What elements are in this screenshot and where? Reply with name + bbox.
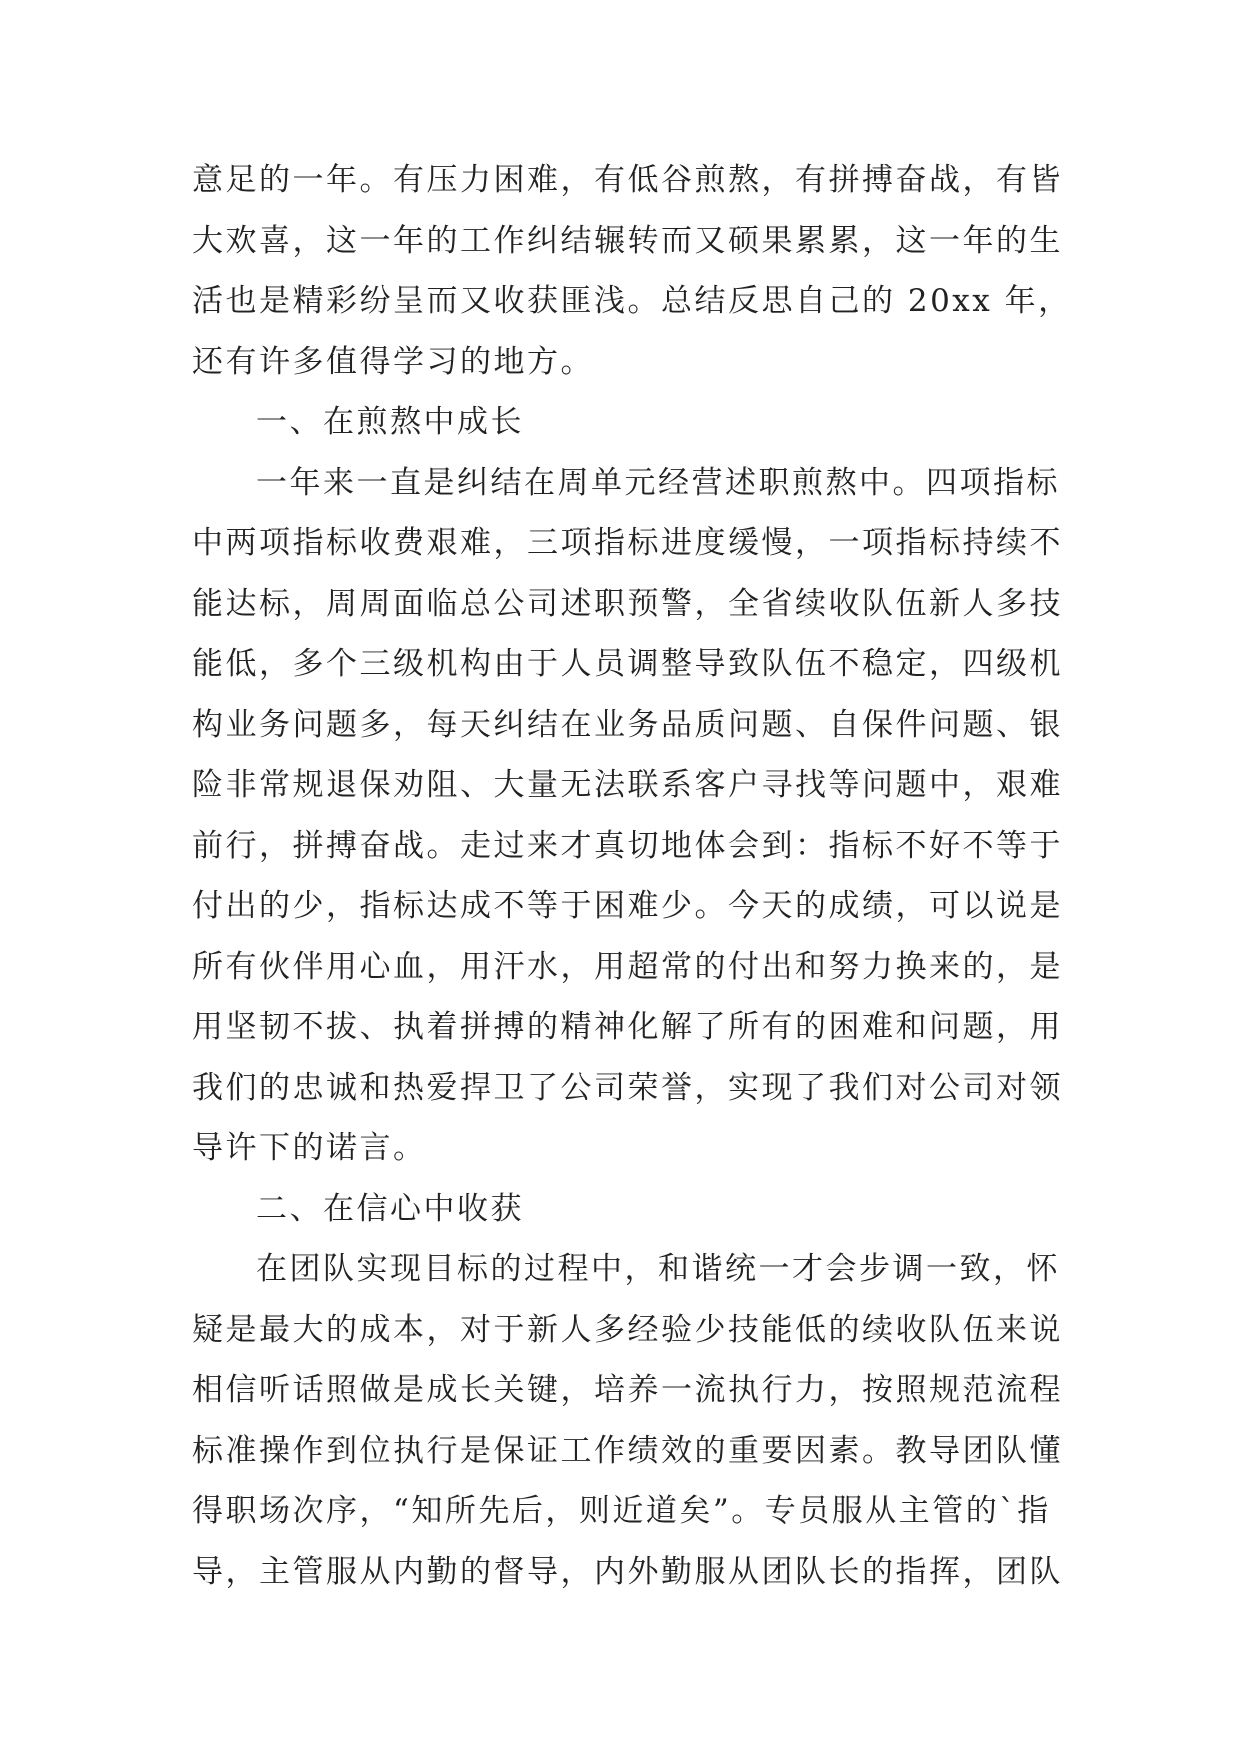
section-heading-1: 一、在煎熬中成长	[256, 404, 524, 440]
text-line: 能达标，周周面临总公司述职预警，全省续收队伍新人多技	[192, 585, 1063, 622]
text-line: 活也是精彩纷呈而又收获匪浅。总结反思自己的 20xx 年，	[192, 283, 1072, 319]
text-line: 疑是最大的成本，对于新人多经验少技能低的续收队伍来说	[192, 1311, 1063, 1348]
text-line: 我们的忠诚和热爱捍卫了公司荣誉，实现了我们对公司对领	[192, 1069, 1063, 1106]
text-line: 还有许多值得学习的地方。	[192, 343, 594, 380]
text-line: 中两项指标收费艰难，三项指标进度缓慢，一项指标持续不	[192, 525, 1063, 561]
text-line: 构业务问题多，每天纠结在业务品质问题、自保件问题、银	[192, 706, 1063, 743]
text-line: 意足的一年。有压力困难，有低谷煎熬，有拼搏奋战，有皆	[192, 162, 1063, 198]
text-line: 所有伙伴用心血，用汗水，用超常的付出和努力换来的，是	[192, 948, 1063, 985]
text-line: 险非常规退保劝阻、大量无法联系客户寻找等问题中，艰难	[192, 767, 1063, 803]
section-heading-2: 二、在信心中收获	[256, 1190, 524, 1227]
text-line: 在团队实现目标的过程中，和谐统一才会步调一致，怀	[256, 1251, 1060, 1287]
text-line: 标准操作到位执行是保证工作绩效的重要因素。教导团队懂	[192, 1432, 1063, 1469]
text-line: 能低，多个三级机构由于人员调整导致队伍不稳定，四级机	[192, 646, 1063, 682]
text-line: 导许下的诺言。	[192, 1130, 427, 1166]
text-line: 用坚韧不拔、执着拼搏的精神化解了所有的困难和问题，用	[192, 1009, 1063, 1045]
text-line: 一年来一直是纠结在周单元经营述职煎熬中。四项指标	[256, 464, 1060, 501]
text-line: 付出的少，指标达成不等于困难少。今天的成绩，可以说是	[192, 888, 1063, 924]
text-line: 导，主管服从内勤的督导，内外勤服从团队长的指挥，团队	[192, 1553, 1063, 1590]
text-line: 得职场次序，“知所先后，则近道矣”。专员服从主管的`指	[192, 1493, 1051, 1529]
text-line: 相信听话照做是成长关键，培养一流执行力，按照规范流程	[192, 1372, 1063, 1408]
text-line: 大欢喜，这一年的工作纠结辗转而又硕果累累，这一年的生	[192, 222, 1063, 259]
text-line: 前行，拼搏奋战。走过来才真切地体会到：指标不好不等于	[192, 827, 1063, 864]
document-body	[192, 150, 1072, 1602]
